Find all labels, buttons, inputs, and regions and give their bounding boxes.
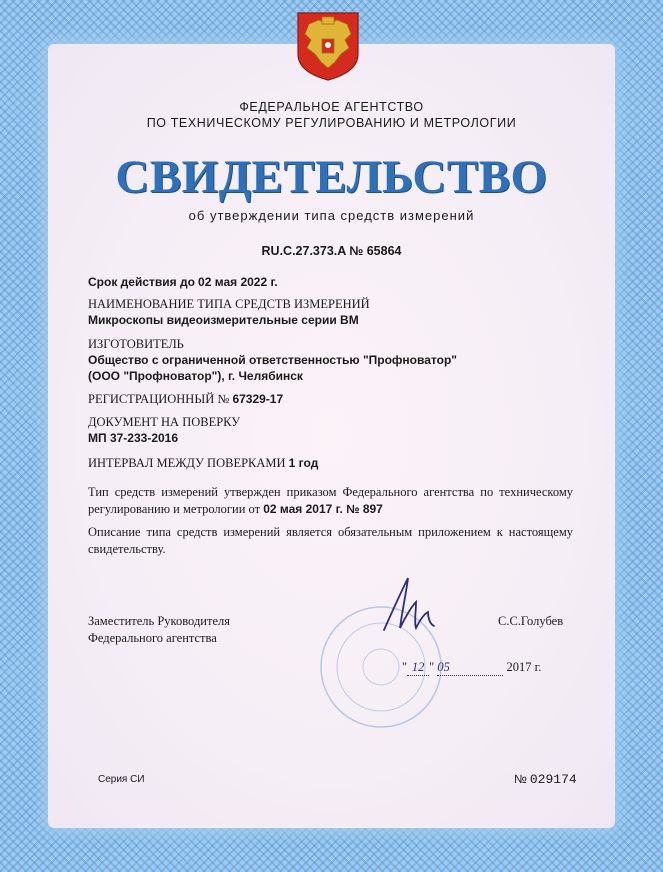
validity-row — [88, 275, 278, 290]
date-year: 2017 г. — [506, 660, 542, 674]
registration-row — [88, 392, 283, 407]
registration-label: РЕГИСТРАЦИОННЫЙ № — [88, 392, 230, 406]
interval-value: 1 год — [288, 456, 319, 470]
signatory-position-line-1: Заместитель Руководителя — [88, 614, 230, 628]
agency-name-line-1: ФЕДЕРАЛЬНОЕ АГЕНТСТВО — [239, 100, 424, 114]
maker-line-1: Общество с ограниченной ответственностью "Профноватор" — [88, 353, 457, 367]
date-month: 05 — [437, 660, 503, 676]
description-paragraph: Описание типа средств измерений является обязательным приложением к настоящему свидетельству. — [88, 525, 573, 556]
form-number-value: 029174 — [529, 772, 577, 787]
maker-label: ИЗГОТОВИТЕЛЬ — [88, 337, 184, 351]
date-close-quote: " — [429, 660, 435, 674]
interval-row — [88, 456, 318, 471]
validity-value: 02 мая 2022 г. — [198, 275, 278, 289]
signing-date — [402, 660, 541, 676]
approval-text: Тип средств измерений утвержден приказом Федерального агентства по техническому регулированию и метрологии от — [88, 485, 573, 516]
approval-date: 02 мая 2017 г. № 897 — [263, 502, 383, 516]
document-title: СВИДЕТЕЛЬСТВО — [115, 151, 548, 203]
name-value: Микроскопы видеоизмерительные серии BM — [88, 313, 359, 327]
handwritten-signature — [378, 572, 438, 638]
agency-name-line-2: ПО ТЕХНИЧЕСКОМУ РЕГУЛИРОВАНИЮ И МЕТРОЛОГИИ — [146, 116, 517, 130]
date-day: 12 — [407, 660, 429, 676]
approval-paragraph — [88, 484, 573, 518]
verification-doc-label: ДОКУМЕНТ НА ПОВЕРКУ — [88, 415, 241, 429]
maker-line-2: (ООО "Профноватор"), г. Челябинск — [88, 369, 303, 383]
signatory-name: С.С.Голубев — [498, 614, 564, 628]
registration-value: 67329-17 — [232, 392, 284, 406]
form-number — [514, 772, 577, 787]
series-label: Серия СИ — [98, 774, 145, 785]
verification-doc-value: МП 37-233-2016 — [88, 431, 179, 445]
form-number-label: № — [514, 772, 527, 786]
interval-label: ИНТЕРВАЛ МЕЖДУ ПОВЕРКАМИ — [88, 456, 286, 470]
certificate-number: RU.C.27.373.A № 65864 — [261, 244, 402, 258]
signatory-position-line-2: Федерального агентства — [88, 631, 217, 645]
date-open-quote: " — [402, 660, 408, 674]
document-subtitle: об утверждении типа средств измерений — [188, 208, 475, 223]
validity-label: Срок действия до — [88, 275, 195, 289]
russian-coat-of-arms-icon — [295, 10, 361, 82]
name-label: НАИМЕНОВАНИЕ ТИПА СРЕДСТВ ИЗМЕРЕНИЙ — [88, 297, 370, 311]
